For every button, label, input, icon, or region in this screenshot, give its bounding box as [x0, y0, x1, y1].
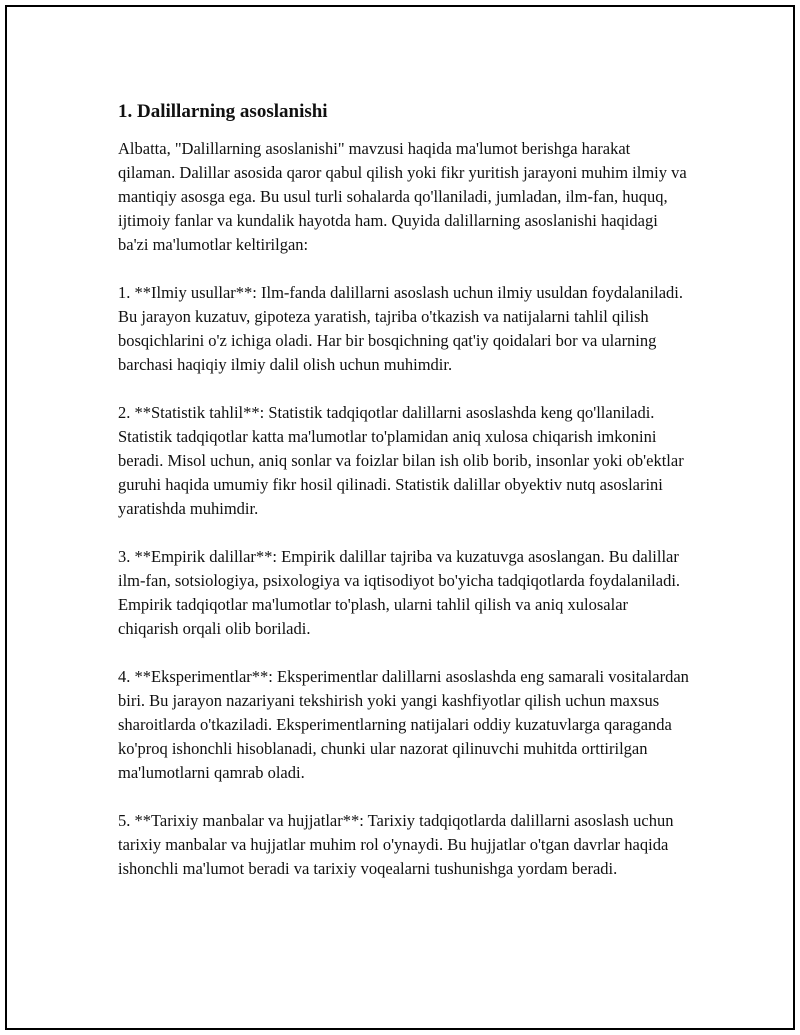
section-heading: 1. Dalillarning asoslanishi	[118, 101, 328, 122]
paragraph-experiments: 4. **Eksperimentlar**: Eksperimentlar dalillarni asoslashda eng samarali vositalardan biri. Bu jarayon nazariyani tekshirish yoki yangi kashfiyotlar qilish uchun maxsus sharoitlarda o'tkaziladi. Eksperimentlarning natijalari oddiy kuzatuvlarga qaraganda ko'proq ishonchli hisoblanadi, chunki ular nazorat qilinuvchi muhitda orttirilgan ma'lumotlarni qamrab oladi.	[118, 667, 689, 782]
paragraph-historical-sources: 5. **Tarixiy manbalar va hujjatlar**: Tarixiy tadqiqotlarda dalillarni asoslash uchun tarixiy manbalar va hujjatlar muhim rol o'ynaydi. Bu hujjatlar o'tgan davrlar haqida ishonchli ma'lumot beradi va tarixiy voqealarni tushunishga yordam beradi.	[118, 811, 674, 878]
intro-paragraph: Albatta, "Dalillarning asoslanishi" mavzusi haqida ma'lumot berishga harakat qilaman. Dalillar asosida qaror qabul qilish yoki fikr yuritish jarayoni muhim ilmiy va mantiqiy asosga ega. Bu usul turli sohalarda qo'llaniladi, jumladan, ilm-fan, huquq, ijtimoiy fanlar va kundalik hayotda ham. Quyida dalillarning asoslanishi haqidagi ba'zi ma'lumotlar keltirilgan:	[118, 139, 687, 254]
paragraph-empirical-evidence: 3. **Empirik dalillar**: Empirik dalillar tajriba va kuzatuvga asoslangan. Bu dalillar ilm-fan, sotsiologiya, psixologiya va iqtisodiyot bo'yicha tadqiqotlarda foydalaniladi. Empirik tadqiqotlar ma'lumotlar to'plash, ularni tahlil qilish va aniq xulosalar chiqarish orqali olib boriladi.	[118, 547, 681, 638]
paragraph-statistical-analysis: 2. **Statistik tahlil**: Statistik tadqiqotlar dalillarni asoslashda keng qo'llaniladi. Statistik tadqiqotlar katta ma'lumotlar to'plamidan aniq xulosa chiqarish imkonini beradi. Misol uchun, aniq sonlar va foizlar bilan ish olib borib, insonlar yoki ob'ektlar guruhi haqida umumiy fikr hosil qilinadi. Statistik dalillar obyektiv nutq asoslarini yaratishda muhimdir.	[118, 403, 684, 518]
paragraph-scientific-methods: 1. **Ilmiy usullar**: Ilm-fanda dalillarni asoslash uchun ilmiy usuldan foydalaniladi. Bu jarayon kuzatuv, gipoteza yaratish, tajriba o'tkazish va natijalarni tahlil qilish bosqichlarini o'z ichiga oladi. Har bir bosqichning qat'iy qoidalari bor va ularning barchasi haqiqiy ilmiy dalil olish uchun muhimdir.	[118, 283, 684, 374]
document-content	[118, 97, 690, 905]
document-page	[5, 5, 795, 1030]
